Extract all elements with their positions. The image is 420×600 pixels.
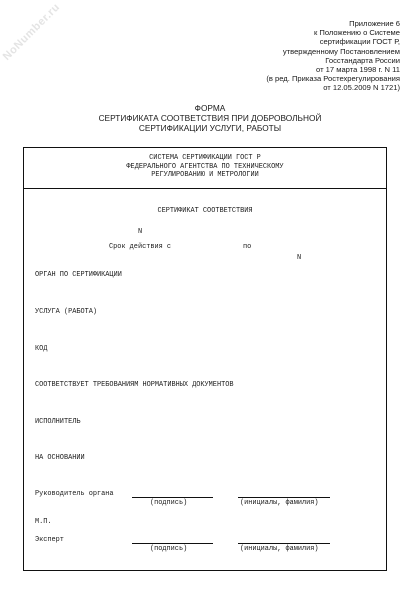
field-executor: ИСПОЛНИТЕЛЬ (35, 418, 81, 426)
system-header-line: СИСТЕМА СЕРТИФИКАЦИИ ГОСТ Р (149, 154, 261, 162)
signature-caption: (подпись) (150, 545, 188, 553)
stamp-mark: М.П. (35, 518, 52, 526)
field-basis: НА ОСНОВАНИИ (35, 454, 85, 462)
field-service: УСЛУГА (РАБОТА) (35, 308, 98, 316)
appendix-line: от 17 марта 1998 г. N 11 (316, 65, 400, 75)
signature-caption: (подпись) (150, 499, 188, 507)
appendix-line: сертификации ГОСТ Р, (319, 37, 400, 47)
certificate-title: СЕРТИФИКАТ СООТВЕТСТВИЯ (157, 207, 253, 215)
form-title-line: СЕРТИФИКАЦИИ УСЛУГИ, РАБОТЫ (138, 122, 282, 133)
expert-label: Эксперт (35, 536, 64, 544)
watermark: NoNumber.ru (0, 1, 63, 63)
appendix-line: от 12.05.2009 N 1721) (323, 83, 400, 93)
field-conforms: СООТВЕТСТВУЕТ ТРЕБОВАНИЯМ НОРМАТИВНЫХ ДОКУМЕНТОВ (35, 381, 234, 389)
field-code: КОД (35, 345, 48, 353)
field-organ: ОРГАН ПО СЕРТИФИКАЦИИ (35, 271, 122, 279)
validity-label: Срок действия с (109, 243, 172, 251)
system-header (24, 154, 386, 180)
head-signature-line (132, 497, 213, 498)
validity-to-label: по (243, 243, 252, 251)
appendix-note (160, 19, 400, 93)
appendix-line: к Положению о Системе (313, 28, 400, 38)
system-header-line: РЕГУЛИРОВАНИЮ И МЕТРОЛОГИИ (151, 171, 259, 180)
expert-signature-line (132, 543, 213, 544)
appendix-line: Госстандарта России (325, 55, 400, 65)
certificate-form (23, 147, 387, 571)
form-title-line: СЕРТИФИКАТА СООТВЕТСТВИЯ ПРИ ДОБРОВОЛЬНОЙ (98, 112, 322, 123)
initials-caption: (инициалы, фамилия) (240, 545, 319, 553)
initials-caption: (инициалы, фамилия) (240, 499, 319, 507)
form-title (0, 104, 420, 133)
head-initials-line (238, 497, 330, 498)
validity-number-mark: N (297, 254, 302, 262)
system-header-line: ФЕДЕРАЛЬНОГО АГЕНТСТВА ПО ТЕХНИЧЕСКОМУ (126, 162, 284, 171)
expert-initials-line (238, 543, 330, 544)
appendix-line: утвержденному Постановлением (282, 46, 400, 56)
appendix-line: (в ред. Приказа Ростехрегулирования (266, 74, 400, 84)
appendix-line: Приложение 6 (349, 19, 400, 28)
head-of-organ-label: Руководитель органа (35, 490, 114, 498)
header-divider (24, 188, 386, 189)
form-title-line: ФОРМА (194, 103, 226, 113)
certificate-number-mark: N (138, 228, 143, 236)
